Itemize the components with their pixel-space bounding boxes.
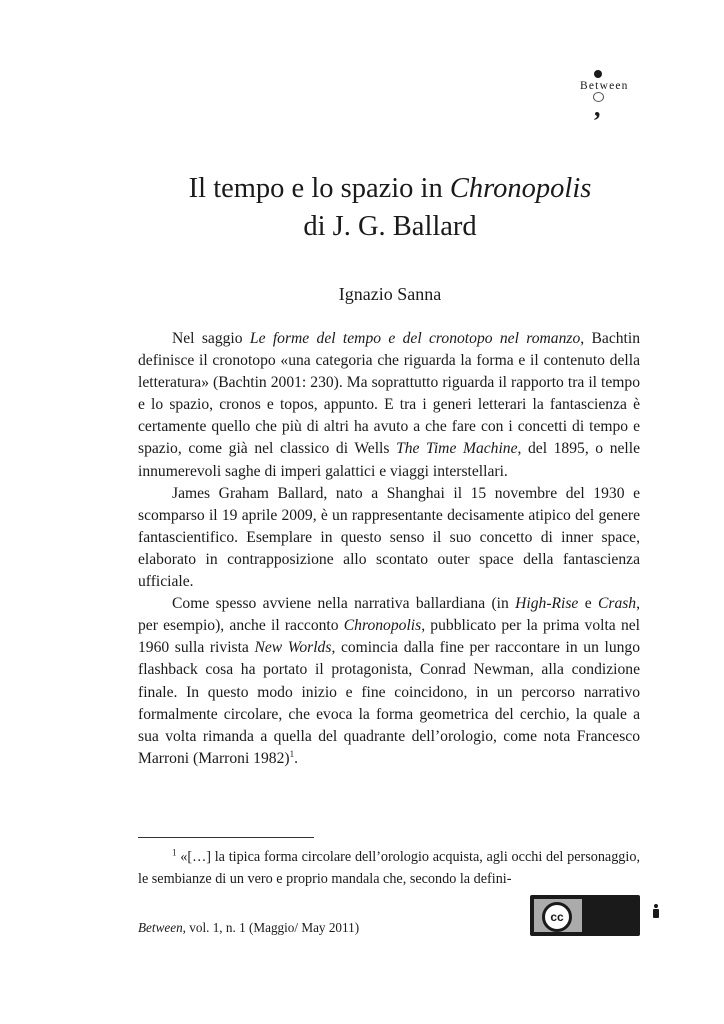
journal-volume: , vol. 1, n. 1 (Maggio/ May 2011) (182, 920, 360, 935)
footnote (138, 846, 640, 890)
logo-comma-icon: , (594, 93, 601, 122)
paragraph-1 (138, 328, 640, 483)
italic-run: High-Rise (515, 595, 579, 613)
journal-citation (138, 919, 359, 937)
cc-by-license-badge[interactable] (530, 895, 663, 936)
footnote-text (138, 846, 640, 890)
logo-text: Between (580, 80, 629, 92)
italic-run: Le forme del tempo e del cronotopo nel romanzo (249, 330, 581, 347)
text-run: . (294, 749, 298, 767)
footnote-divider (138, 837, 314, 838)
text-run: Come spesso avviene nella narrativa ballardiana (in (172, 595, 516, 613)
journal-name: Between (138, 920, 183, 935)
footnote-body: «[…] la tipica forma circolare dell’orologio acquista, agli occhi del personaggio, le sembianze di un vero e proprio mandala che, secondo la defini- (138, 849, 640, 887)
title-prefix: Il tempo e lo spazio in (188, 173, 450, 204)
attribution-person-icon (646, 901, 666, 921)
cc-icon: cc (542, 902, 572, 932)
footnote-marker: 1 (172, 847, 177, 858)
text-run: , del 1895, o nelle innumerevoli saghe di imperi galattici e viaggi interstellari. (138, 440, 641, 480)
by-panel (582, 899, 663, 932)
text-run: , comincia dalla fine per raccontare in un lungo flashback cosa ha portato il protagonista, Conrad Newman, alla condizione finale. In questo modo inizio e fine coincidono, in un percorso narrativo formalmente circolare, che evoca la forma geometrica del cerchio, la quale a sua volta rimanda a quella del quadrante dell’orologio, come nota Francesco Marroni (Marroni 1982) (138, 639, 641, 767)
paragraph-2: James Graham Ballard, nato a Shanghai il 15 novembre del 1930 e scomparso il 19 aprile 2009, è un rappresentante decisamente atipico del genere fantascientifico. Esemplare in questo senso il suo concetto di inner space, elaborato in contrapposizione allo scontato outer space della fantascienza ufficiale. (138, 484, 640, 591)
paragraph-3 (138, 593, 640, 770)
italic-run: New Worlds (254, 639, 332, 657)
badge-background (534, 899, 663, 932)
by-label: BY (651, 921, 663, 930)
author-name: Ignazio Sanna (338, 284, 442, 304)
italic-run: Crash (597, 595, 637, 613)
footnote-ref[interactable]: 1 (289, 748, 295, 759)
italic-run: Chronopolis (343, 617, 422, 635)
text-run: Nel saggio (172, 330, 250, 347)
text-run: , pubblicato per la prima volta nel 1960 sulla rivista (138, 617, 640, 657)
logo-dot (594, 70, 602, 78)
person-body (653, 909, 659, 918)
between-logo (576, 68, 640, 120)
title-line-2: di J. G. Ballard (303, 211, 477, 242)
title-italic: Chronopolis (449, 173, 592, 204)
person-head (654, 904, 658, 908)
article-title (140, 170, 640, 246)
article-body (138, 328, 640, 770)
text-run: e (578, 595, 598, 613)
text-run: , Bachtin definisce il cronotopo «una categoria che riguarda la forma e il contenuto della letteratura» (Bachtin 2001: 230). Ma soprattutto riguarda il rapporto tra il tempo e lo spazio, cronos e topos, appunto. E tra i generi letterari la fantascienza è certamente quello che più di altri ha avuto a che fare con i concetti di tempo e spazio, come già nel classico di Wells (138, 330, 640, 458)
italic-run: The Time Machine (396, 440, 518, 458)
text-run: , per esempio), anche il racconto (138, 595, 641, 635)
title-line-1 (140, 170, 640, 208)
